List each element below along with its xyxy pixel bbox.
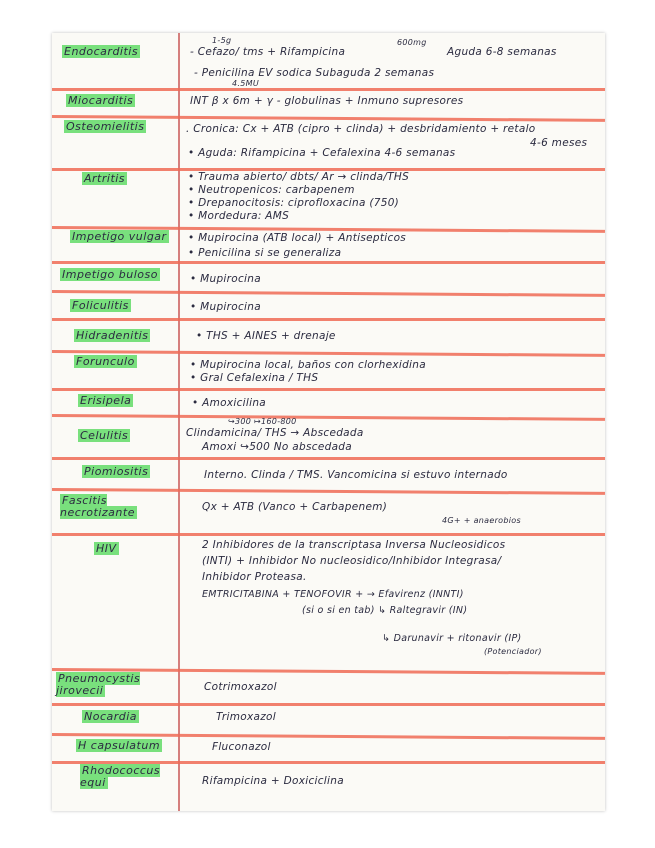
treatment-line: ↳ Darunavir + ritonavir (IP) xyxy=(382,633,522,644)
disease-name: Rhodococcus equi xyxy=(80,764,161,789)
treatment-line: • Trauma abierto/ dbts/ Ar → clinda/THS xyxy=(188,171,410,183)
treatment-line: Qx + ATB (Vanco + Carbapenem) xyxy=(202,501,388,513)
row-divider xyxy=(52,261,605,264)
treatment-line: EMTRICITABINA + TENOFOVIR + → Efavirenz (INNTI) xyxy=(202,589,464,600)
disease-name: Osteomielitis xyxy=(66,120,145,133)
treatment-line: • Drepanocitosis: ciprofloxacina (750) xyxy=(188,197,400,209)
disease-name: Artritis xyxy=(84,172,126,185)
disease-name: H capsulatum xyxy=(78,739,161,752)
treatment-line: (INTI) + Inhibidor No nucleosidico/Inhibidor Integrasa/ xyxy=(202,555,502,567)
treatment-line: • Mordedura: AMS xyxy=(188,210,290,222)
row-divider xyxy=(52,290,605,297)
treatment-line: Trimoxazol xyxy=(216,711,276,723)
treatment-line: Fluconazol xyxy=(212,741,271,753)
treatment-line: (si o si en tab) ↳ Raltegravir (IN) xyxy=(302,605,468,616)
treatment-line: 4.5MU xyxy=(232,79,259,88)
treatment-line: Amoxi ↪500 No abscedada xyxy=(202,441,352,453)
row-divider xyxy=(52,533,605,536)
treatment-line: Rifampicina + Doxiciclina xyxy=(202,775,344,787)
disease-name: Fascitis necrotizante xyxy=(60,494,135,519)
disease-name: Erisipela xyxy=(80,394,132,407)
treatment-line: • THS + AINES + drenaje xyxy=(196,330,336,342)
treatment-line: Interno. Clinda / TMS. Vancomicina si estuvo internado xyxy=(204,469,508,481)
treatment-line: 4-6 meses xyxy=(530,137,588,149)
treatment-line: INT β x 6m + γ - globulinas + Inmuno supresores xyxy=(190,95,464,107)
row-divider xyxy=(52,88,605,91)
disease-name: Pneumocystis jirovecii xyxy=(56,672,141,697)
treatment-line: Aguda 6-8 semanas xyxy=(447,46,557,58)
treatment-line: • Mupirocina xyxy=(190,273,261,285)
treatment-line: - Cefazo/ tms + Rifampicina xyxy=(190,46,346,58)
notebook-page xyxy=(52,33,605,811)
row-divider xyxy=(52,488,605,495)
disease-name: Impetigo vulgar xyxy=(72,230,167,243)
disease-name: Miocarditis xyxy=(68,94,134,107)
treatment-line: (Potenciador) xyxy=(484,647,542,656)
disease-name: Impetigo buloso xyxy=(62,268,158,281)
margin-line xyxy=(178,33,180,811)
disease-name: Nocardia xyxy=(84,710,138,723)
treatment-line: 1-5g xyxy=(212,36,232,45)
disease-name: Piomiositis xyxy=(84,465,149,478)
treatment-line: • Aguda: Rifampicina + Cefalexina 4-6 semanas xyxy=(188,147,456,159)
treatment-line: 4G+ + anaerobios xyxy=(442,516,521,525)
treatment-line: - Penicilina EV sodica Subaguda 2 semanas xyxy=(194,67,435,79)
treatment-line: Clindamicina/ THS → Abscedada xyxy=(186,427,364,439)
treatment-line: ↪300 ↦160-800 xyxy=(228,417,297,426)
row-divider xyxy=(52,388,605,391)
treatment-line: Cotrimoxazol xyxy=(204,681,277,693)
disease-name: Endocarditis xyxy=(64,45,139,58)
treatment-line: • Mupirocina xyxy=(190,301,261,313)
treatment-line: • Amoxicilina xyxy=(192,397,267,409)
disease-name: Celulitis xyxy=(80,429,129,442)
treatment-line: Inhibidor Proteasa. xyxy=(202,571,307,583)
disease-name: Foliculitis xyxy=(72,299,129,312)
treatment-line: • Mupirocina (ATB local) + Antisepticos xyxy=(188,232,407,244)
treatment-line: • Mupirocina local, baños con clorhexidina xyxy=(190,359,426,371)
treatment-line: • Penicilina si se generaliza xyxy=(188,247,342,259)
treatment-line: • Neutropenicos: carbapenem xyxy=(188,184,355,196)
disease-name: Forunculo xyxy=(76,355,135,368)
row-divider xyxy=(52,318,605,321)
treatment-line: . Cronica: Cx + ATB (cipro + clinda) + desbridamiento + retalo xyxy=(186,123,536,135)
treatment-line: 600mg xyxy=(397,38,427,47)
disease-name: Hidradenitis xyxy=(76,329,149,342)
row-divider xyxy=(52,457,605,460)
treatment-line: 2 Inhibidores de la transcriptasa Inversa Nucleosidicos xyxy=(202,539,506,551)
row-divider xyxy=(52,703,605,706)
treatment-line: • Gral Cefalexina / THS xyxy=(190,372,319,384)
row-divider xyxy=(52,414,605,421)
disease-name: HIV xyxy=(96,542,117,555)
